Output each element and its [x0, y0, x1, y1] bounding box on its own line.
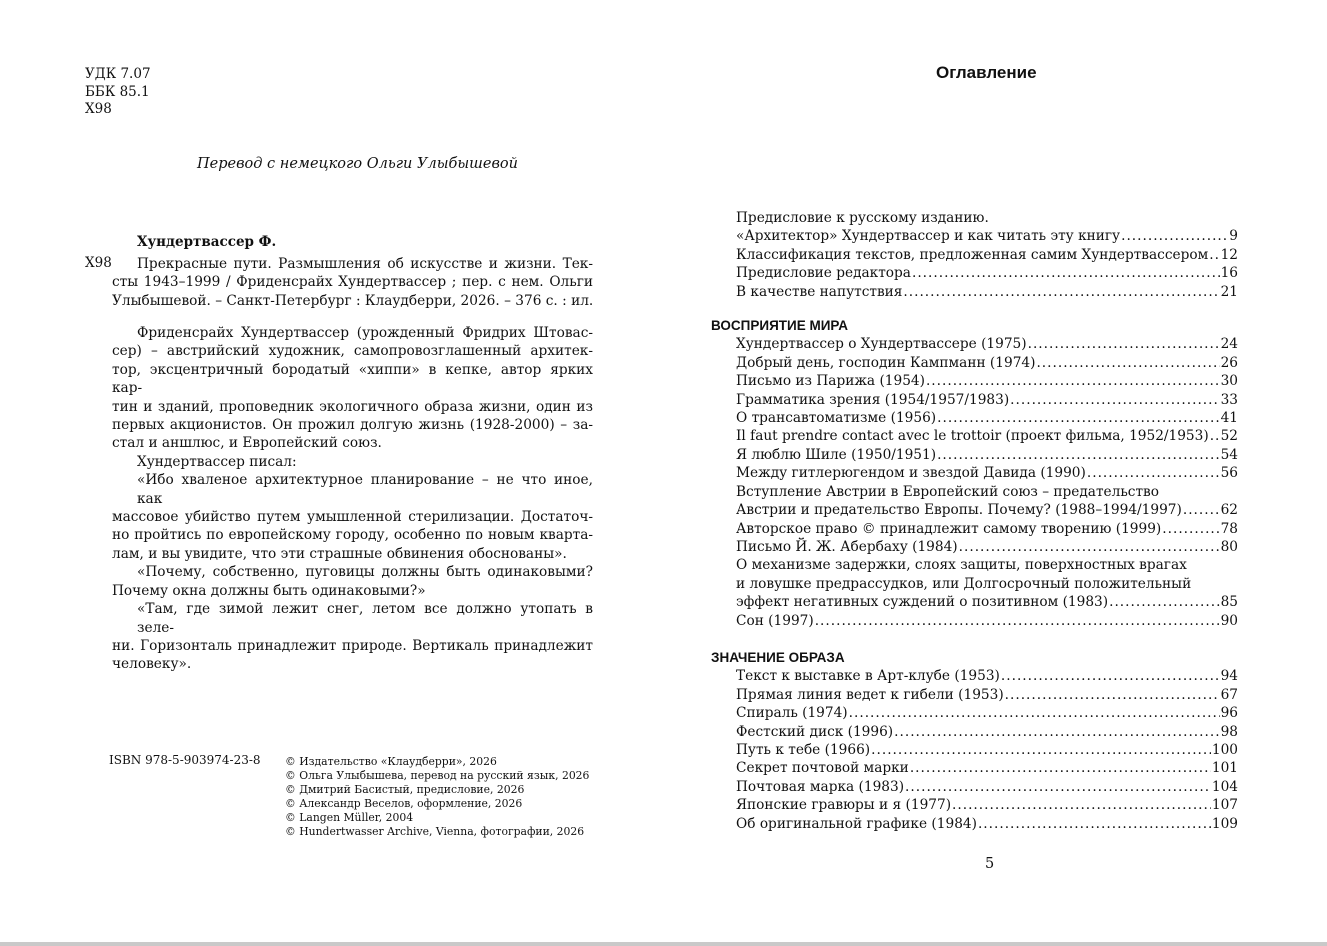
toc-entry	[736, 704, 1238, 722]
table-of-contents	[711, 209, 1238, 833]
toc-entry-title: Японские гравюры и я (1977)	[736, 797, 952, 814]
biblio-line: Улыбышевой. – Санкт-Петербург : Клаудберри, 2026. – 376 с. : ил.	[112, 292, 594, 309]
annotation-line: стал и аншлюс, и Европейский союз.	[112, 435, 382, 452]
page-bottom-edge	[0, 942, 1327, 946]
toc-entry	[736, 778, 1238, 796]
toc-leader-dots	[903, 283, 1219, 301]
annotation-line: сер) – австрийский художник, самопровозглашенный архитек-	[112, 343, 593, 360]
toc-leader-dots	[952, 796, 1211, 814]
toc-section-entries	[711, 501, 1238, 519]
toc-entry-page: 101	[1211, 760, 1238, 777]
toc-leader-dots	[1087, 464, 1220, 482]
toc-entry-page: 104	[1211, 778, 1238, 795]
annotation-line: ни. Горизонталь принадлежит природе. Вертикаль принадлежит	[112, 637, 593, 654]
toc-entry-title: Путь к тебе (1966)	[736, 741, 871, 758]
toc-entry-page: 16	[1220, 265, 1238, 282]
annotation-line: человеку».	[112, 656, 192, 673]
toc-entry-page: 33	[1220, 391, 1238, 408]
copyright-line: © Издательство «Клаудберри», 2026	[285, 755, 497, 768]
toc-leader-dots	[1109, 593, 1219, 611]
toc-entry-title: Секрет почтовой марки	[736, 760, 909, 777]
toc-entry	[736, 723, 1238, 741]
toc-entry-page: 12	[1220, 246, 1238, 263]
toc-leader-dots	[1162, 520, 1219, 538]
toc-leader-dots	[871, 741, 1211, 759]
toc-section-entries	[711, 667, 1238, 833]
toc-entry	[736, 464, 1238, 482]
toc-leader-dots	[912, 264, 1220, 282]
copyright-block	[285, 755, 589, 840]
toc-entry-page: 62	[1220, 502, 1238, 519]
toc-entry-title: Предисловие редактора	[736, 265, 911, 282]
annotation-line: Почему окна должны быть одинаковыми?»	[112, 582, 426, 599]
toc-entry	[736, 446, 1238, 464]
toc-leader-dots	[959, 538, 1220, 556]
toc-leader-dots	[815, 612, 1220, 630]
toc-leader-dots	[1209, 246, 1219, 264]
toc-section-entries	[711, 593, 1238, 611]
annotation-text	[112, 324, 593, 674]
toc-title: Оглавление	[936, 63, 1037, 82]
toc-leader-dots	[1210, 427, 1220, 445]
toc-entry	[736, 593, 1238, 611]
toc-entry	[736, 391, 1238, 409]
toc-entry-page: 96	[1220, 705, 1238, 722]
toc-entry-page: 85	[1220, 594, 1238, 611]
toc-entry-page: 107	[1211, 797, 1238, 814]
toc-entry-page: 80	[1220, 539, 1238, 555]
toc-leader-dots	[910, 759, 1211, 777]
toc-entry	[736, 741, 1238, 759]
toc-leader-dots	[1183, 501, 1220, 519]
toc-entry-title: Добрый день, господин Кампманн (1974)	[736, 354, 1036, 371]
toc-entry	[736, 815, 1238, 833]
toc-entry-title: Классификация текстов, предложенная самим Хундертвассером	[736, 246, 1209, 263]
toc-entry-page: 67	[1220, 686, 1238, 703]
copyright-line: © Langen Müller, 2004	[285, 811, 414, 825]
toc-leader-dots	[849, 704, 1220, 722]
toc-entry-title: Письмо Й. Ж. Абербаху (1984)	[736, 539, 958, 555]
toc-entry	[736, 612, 1238, 630]
toc-entry-page: 98	[1220, 723, 1238, 740]
toc-entry-page: 94	[1220, 668, 1238, 685]
toc-entry-title: Сон (1997)	[736, 612, 814, 629]
toc-entry-title: Il faut prendre contact avec le trottoir (проект фильма, 1952/1953)	[736, 428, 1209, 445]
toc-entry	[736, 667, 1238, 685]
toc-entry	[736, 264, 1238, 282]
toc-intro-entries	[711, 227, 1238, 301]
toc-entry-page: 24	[1220, 336, 1238, 353]
toc-leader-dots	[937, 409, 1219, 427]
toc-entry	[736, 227, 1238, 245]
translator-credit: Перевод с немецкого Ольги Улыбышевой	[197, 156, 518, 172]
toc-entry-page: 56	[1220, 465, 1238, 482]
page-number: 5	[985, 856, 995, 872]
toc-entry-page: 30	[1220, 373, 1238, 390]
udk-block	[85, 66, 151, 119]
toc-entry-page: 41	[1220, 409, 1238, 426]
toc-entry	[736, 335, 1238, 353]
toc-entry-title: Текст к выставке в Арт-клубе (1953)	[736, 668, 1000, 685]
biblio-description	[112, 255, 593, 310]
biblio-author-mark: Х98	[85, 255, 112, 271]
toc-section-entries	[711, 335, 1238, 483]
toc-entry-page: 9	[1229, 228, 1238, 245]
toc-leader-dots	[1036, 354, 1219, 372]
toc-leader-dots	[926, 372, 1220, 390]
toc-entry	[736, 759, 1238, 777]
toc-entry-line: О механизме задержки, слоях защиты, поверхностных врагах	[736, 557, 1187, 574]
toc-entry-title: эффект негативных суждений о позитивном (1983)	[736, 594, 1109, 611]
annotation-line: тор, эксцентричный бородатый «хиппи» в кепке, автор ярких кар-	[112, 361, 593, 397]
copyright-line: © Александр Веселов, оформление, 2026	[285, 797, 523, 811]
toc-leader-dots	[1005, 686, 1220, 704]
toc-section-entries	[711, 520, 1238, 557]
toc-leader-dots	[937, 446, 1220, 464]
toc-entry	[736, 520, 1238, 538]
toc-leader-dots	[1010, 391, 1219, 409]
biblio-line: Прекрасные пути. Размышления об искусстве и жизни. Тек-	[137, 256, 593, 272]
toc-entry-page: 90	[1220, 612, 1238, 629]
toc-leader-dots	[1001, 667, 1220, 685]
toc-entry-line: Предисловие к русскому изданию.	[736, 210, 989, 226]
toc-leader-dots	[905, 778, 1211, 796]
toc-entry-page: 109	[1211, 815, 1238, 832]
toc-entry	[736, 796, 1238, 814]
left-page	[0, 0, 663, 942]
toc-entry-title: О трансавтоматизме (1956)	[736, 409, 937, 426]
toc-entry	[736, 538, 1238, 556]
toc-entry-title: «Архитектор» Хундертвассер и как читать эту книгу	[736, 228, 1121, 245]
annotation-line: Фриденсрайх Хундертвассер (урожденный Фридрих Штовас-	[137, 325, 593, 341]
toc-entry-title: Почтовая марка (1983)	[736, 778, 905, 795]
annotation-line: «Ибо хваленое архитектурное планирование – не что иное, как	[137, 472, 593, 507]
annotation-line: первых акционистов. Он прожил долгую жизнь (1928-2000) – за-	[112, 417, 593, 434]
toc-entry	[736, 427, 1238, 445]
toc-entry-title: Письмо из Парижа (1954)	[736, 373, 925, 390]
toc-entry-line: Вступление Австрии в Европейский союз – предательство	[736, 483, 1159, 500]
biblio-line: сты 1943–1999 / Фриденсрайх Хундертвассер ; пер. с нем. Ольги	[112, 274, 593, 291]
toc-entry-page: 26	[1220, 354, 1238, 371]
copyright-line: © Ольга Улыбышева, перевод на русский язык, 2026	[285, 769, 590, 783]
annotation-line: но пройтись по европейскому городу, особенно по новым кварта-	[112, 527, 593, 544]
toc-entry-page: 21	[1220, 283, 1238, 300]
toc-entry-title: Об оригинальной графике (1984)	[736, 815, 977, 832]
toc-entry-title: Грамматика зрения (1954/1957/1983)	[736, 391, 1010, 408]
toc-entry-line: и ловушке предрассудков, или Долгосрочный положительный	[736, 575, 1192, 592]
toc-section-heading: ВОСПРИЯТИЕ МИРА	[711, 318, 848, 334]
toc-section-heading: ЗНАЧЕНИЕ ОБРАЗА	[711, 650, 845, 666]
toc-entry-title: Прямая линия ведет к гибели (1953)	[736, 686, 1004, 703]
toc-entry	[736, 246, 1238, 264]
toc-section-entries	[711, 612, 1238, 630]
copyright-line: © Дмитрий Басистый, предисловие, 2026	[285, 783, 525, 797]
annotation-line: массовое убийство путем умышленной стерилизации. Достаточ-	[112, 509, 593, 526]
author-mark: Х98	[85, 101, 112, 117]
isbn: ISBN 978-5-903974-23-8	[109, 753, 261, 767]
biblio-author: Хундертвассер Ф.	[137, 234, 277, 250]
annotation-line: Хундертвассер писал:	[137, 453, 297, 470]
toc-entry-title: Фестский диск (1996)	[736, 723, 894, 740]
toc-entry-page: 52	[1220, 428, 1238, 445]
toc-leader-dots	[978, 815, 1211, 833]
toc-entry	[736, 354, 1238, 372]
toc-entry-title: Спираль (1974)	[736, 705, 848, 722]
toc-leader-dots	[1121, 227, 1228, 245]
toc-entry	[736, 372, 1238, 390]
toc-entry-page: 78	[1220, 520, 1238, 537]
toc-entry	[736, 409, 1238, 427]
toc-entry-title: Между гитлерюгендом и звездой Давида (1990)	[736, 465, 1086, 482]
annotation-line: «Там, где зимой лежит снег, летом все должно утопать в зеле-	[137, 601, 593, 636]
annotation-line: «Почему, собственно, пуговицы должны быть одинаковыми?	[137, 564, 593, 581]
bbk-code: ББК 85.1	[85, 83, 150, 100]
annotation-line: тин и зданий, проповедник экологичного образа жизни, один из	[112, 398, 593, 415]
annotation-line: лам, и вы увидите, что эти страшные обвинения обоснованы».	[112, 545, 567, 562]
toc-entry-page: 100	[1211, 741, 1238, 758]
copyright-line: © Hundertwasser Archive, Vienna, фотографии, 2026	[285, 825, 585, 839]
toc-entry-title: В качестве напутствия	[736, 283, 903, 300]
toc-leader-dots	[894, 723, 1219, 741]
toc-entry-title: Авторское право © принадлежит самому творению (1999)	[736, 520, 1162, 537]
toc-leader-dots	[1028, 335, 1220, 353]
udk-code: УДК 7.07	[85, 66, 151, 82]
toc-entry-title: Австрии и предательство Европы. Почему? (1988–1994/1997)	[736, 502, 1182, 519]
toc-entry	[736, 283, 1238, 301]
toc-entry-page: 54	[1220, 446, 1238, 463]
toc-entry	[736, 686, 1238, 704]
toc-entry-title: Я люблю Шиле (1950/1951)	[736, 446, 937, 463]
toc-entry	[736, 501, 1238, 519]
toc-entry-title: Хундертвассер о Хундертвассере (1975)	[736, 336, 1027, 353]
